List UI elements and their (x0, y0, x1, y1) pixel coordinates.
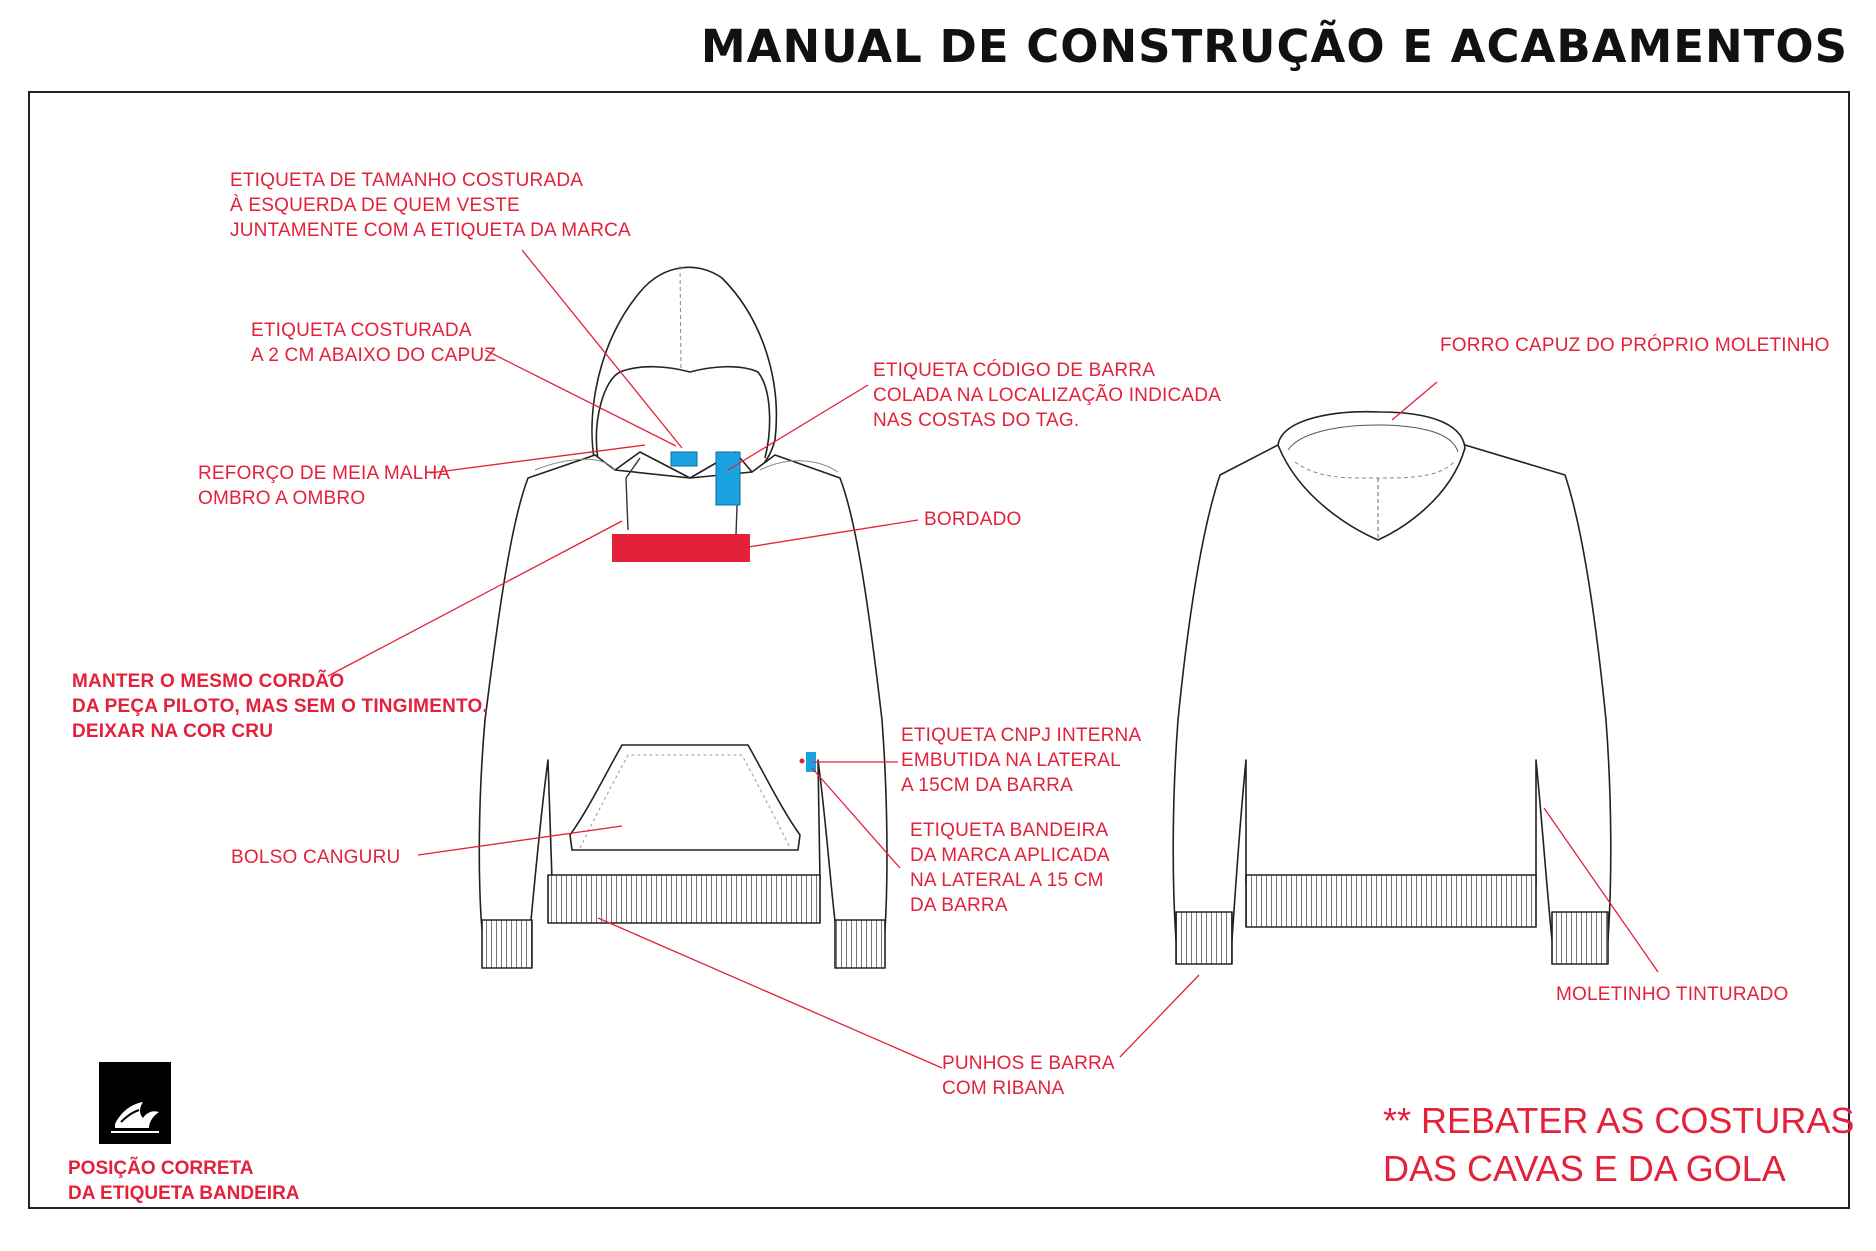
callout-line: NAS COSTAS DO TAG. (873, 410, 1080, 431)
back-hoodie (1173, 412, 1611, 964)
callout-line: BOLSO CANGURU (231, 847, 401, 868)
front-right-cuff-rib (835, 920, 885, 968)
callout-line: PUNHOS E BARRA (942, 1053, 1115, 1074)
callout-line: ETIQUETA COSTURADA (251, 320, 472, 341)
caption-line: POSIÇÃO CORRETA (68, 1158, 254, 1179)
callout-line: ETIQUETA CNPJ INTERNA (901, 725, 1142, 746)
callout-rib-cuffs (942, 1051, 1115, 1101)
callout-line: MOLETINHO TINTURADO (1556, 984, 1789, 1005)
callout-line: A 2 CM ABAIXO DO CAPUZ (251, 345, 497, 366)
callout-hood-lining (1440, 333, 1830, 358)
front-waistband-rib (548, 875, 820, 923)
callout-line: À ESQUERDA DE QUEM VESTE (230, 195, 520, 216)
callout-line: BORDADO (924, 509, 1022, 530)
callout-line: REFORÇO DE MEIA MALHA (198, 463, 451, 484)
note-line: ** REBATER AS COSTURAS (1383, 1100, 1855, 1141)
callout-line: DA MARCA APLICADA (910, 845, 1110, 866)
page-title: MANUAL DE CONSTRUÇÃO E ACABAMENTOS (700, 20, 1848, 73)
front-left-cuff-rib (482, 920, 532, 968)
front-hoodie (479, 266, 887, 968)
callout-cnpj-label (901, 723, 1141, 798)
callout-line: ETIQUETA BANDEIRA (910, 820, 1109, 841)
callout-dyed-fleece (1556, 982, 1789, 1007)
callout-line: JUNTAMENTE COM A ETIQUETA DA MARCA (230, 220, 631, 241)
barcode-tag-marker (716, 452, 740, 505)
embroidery-marker (612, 534, 750, 562)
back-waistband-rib (1246, 875, 1536, 927)
callout-line: FORRO CAPUZ DO PRÓPRIO MOLETINHO (1440, 335, 1830, 356)
callout-line: EMBUTIDA NA LATERAL (901, 750, 1121, 771)
callout-line: ETIQUETA CÓDIGO DE BARRA (873, 360, 1156, 381)
callout-line: DEIXAR NA COR CRU (72, 721, 274, 742)
callout-sewn-label (251, 318, 496, 368)
callout-line: ETIQUETA DE TAMANHO COSTURADA (230, 170, 584, 191)
callout-embroidery (924, 507, 1021, 532)
size-label-marker (671, 452, 697, 466)
callout-line: OMBRO A OMBRO (198, 488, 366, 509)
callout-flag-label (910, 818, 1110, 918)
callout-line: MANTER O MESMO CORDÃO (72, 671, 345, 692)
callout-line: DA PEÇA PILOTO, MAS SEM O TINGIMENTO. (72, 696, 488, 717)
note-line: DAS CAVAS E DA GOLA (1383, 1148, 1786, 1189)
callout-reinforcement (198, 461, 450, 511)
callout-line: DA BARRA (910, 895, 1008, 916)
logo-caption (68, 1156, 300, 1206)
wave-mountain-logo-icon (99, 1062, 171, 1144)
callout-kangaroo-pocket (231, 845, 400, 870)
stitching-note (1383, 1097, 1854, 1193)
front-body (479, 455, 887, 930)
callout-drawcord (72, 669, 488, 744)
callout-line: COM RIBANA (942, 1078, 1065, 1099)
callout-line: A 15CM DA BARRA (901, 775, 1073, 796)
back-left-cuff-rib (1176, 912, 1232, 964)
callout-line: COLADA NA LOCALIZAÇÃO INDICADA (873, 385, 1222, 406)
callout-barcode (873, 358, 1221, 433)
caption-line: DA ETIQUETA BANDEIRA (68, 1183, 300, 1204)
callout-size-label (230, 168, 631, 243)
back-right-cuff-rib (1552, 912, 1608, 964)
callout-line: NA LATERAL A 15 CM (910, 870, 1104, 891)
cnpj-anchor-dot (800, 759, 805, 764)
